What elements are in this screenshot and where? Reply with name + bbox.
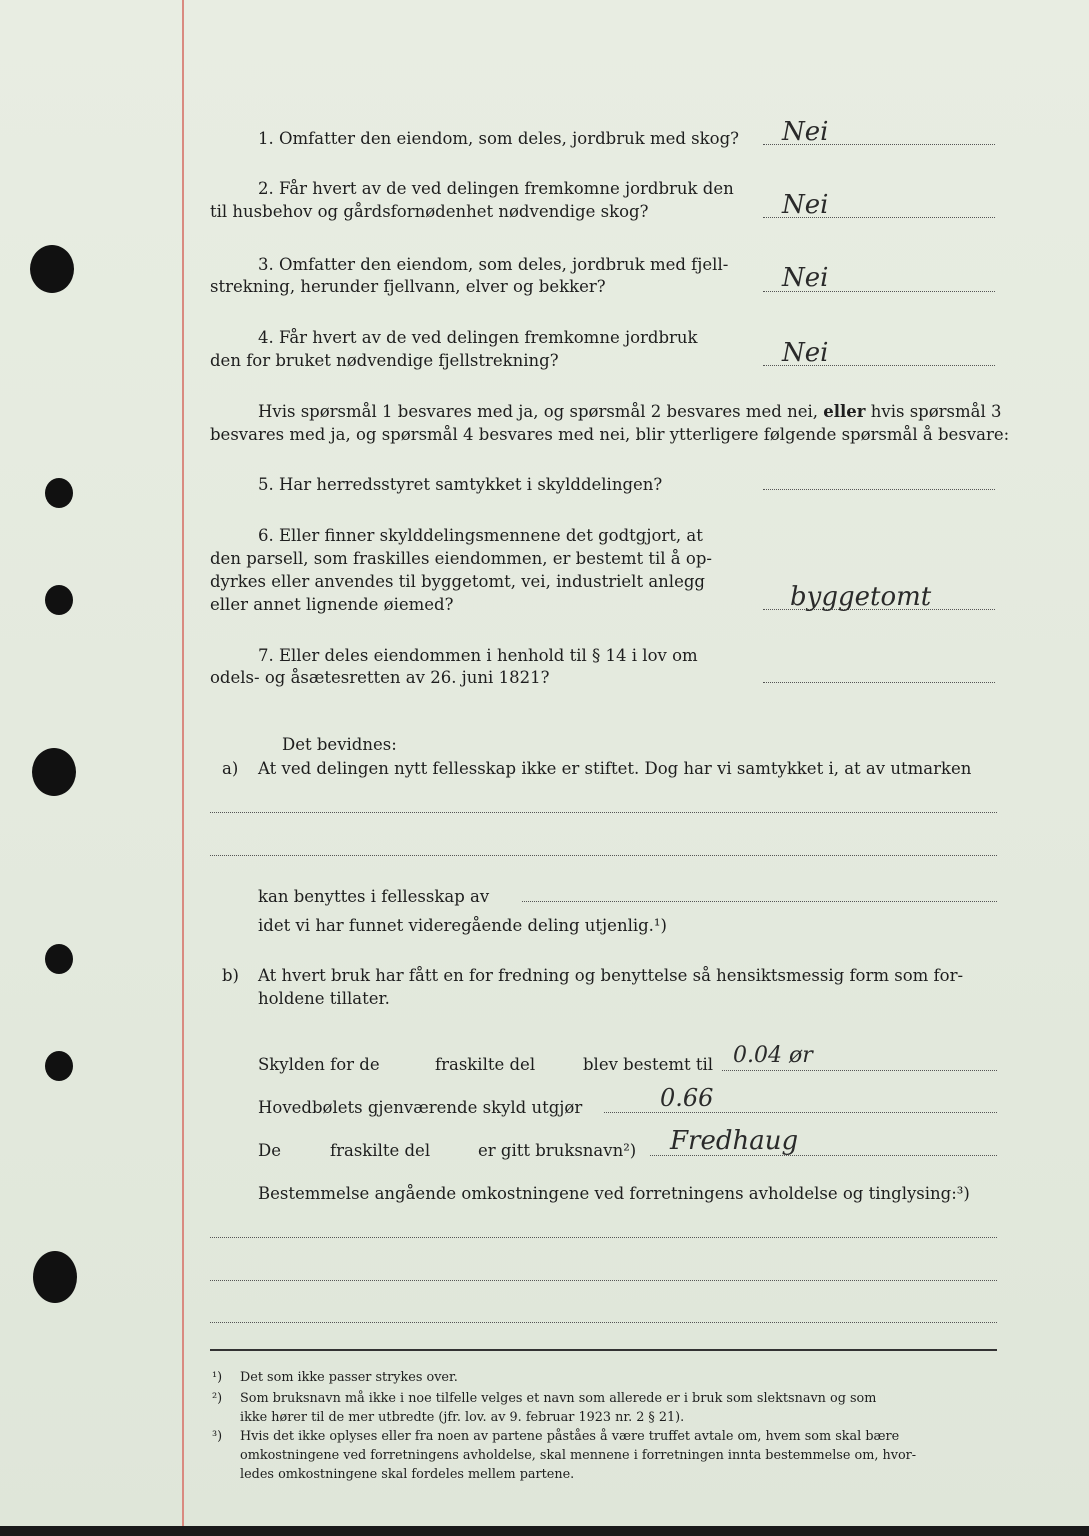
footnote-1-mark: ¹)	[212, 1370, 223, 1385]
skyld-line-1a: Skylden for de	[258, 1055, 380, 1074]
condition-text-a: Hvis spørsmål 1 besvares med ja, og spørsmål 2 besvares med nei,	[258, 402, 819, 421]
certify-a-text: At ved delingen nytt fellesskap ikke er stiftet. Dog har vi samtykket i, at av utmarken	[258, 759, 972, 778]
condition-line-2: besvares med ja, og spørsmål 4 besvares med nei, blir ytterligere følgende spørsmål å besvare:	[210, 425, 1010, 444]
blank-line	[210, 1322, 997, 1323]
blank-line	[210, 812, 997, 813]
footnote-3-line-3: ledes omkostningene skal fordeles mellem partene.	[240, 1467, 575, 1482]
blank-line	[210, 855, 997, 856]
footnote-2-line-1: Som bruksnavn må ikke i noe tilfelle velges et navn som allerede er i bruk som slektsnavn og som	[240, 1391, 877, 1406]
skyld-line-1c: blev bestemt til	[583, 1055, 714, 1074]
footnote-3-line-2: omkostningene ved forretningens avholdelse, skal mennene i forretningen innta bestemmelse om, hvor-	[240, 1448, 917, 1463]
skyld-value-line-1	[722, 1070, 997, 1071]
punch-hole	[45, 585, 73, 615]
costs-line: Bestemmelse angående omkostningene ved forretningens avholdelse og tinglysing:³)	[258, 1184, 970, 1203]
question-6-line-1: 6. Eller finner skylddelingsmennene det godtgjort, at	[258, 526, 703, 545]
common-use-text: kan benyttes i fellesskap av	[258, 887, 490, 906]
further-division-text: idet vi har funnet videregående deling utjenlig.¹)	[258, 916, 667, 935]
answer-1: Nei	[782, 117, 829, 147]
punch-hole	[33, 1251, 77, 1303]
question-7-line-1: 7. Eller deles eiendommen i henhold til § 14 i lov om	[258, 646, 698, 665]
certify-heading: Det bevidnes:	[282, 735, 397, 754]
certify-b-line-2: holdene tillater.	[258, 989, 390, 1008]
footnote-3-mark: ³)	[212, 1429, 223, 1444]
skyld-line-3a: De	[258, 1141, 281, 1160]
footnote-1: Det som ikke passer strykes over.	[240, 1370, 458, 1385]
answer-6: byggetomt	[790, 582, 932, 612]
question-6-line-2: den parsell, som fraskilles eiendommen, er bestemt til å op-	[210, 549, 712, 568]
certify-b-line-1: At hvert bruk har fått en for fredning og benyttelse så hensiktsmessig form som for-	[258, 966, 964, 985]
footnote-2-mark: ²)	[212, 1391, 223, 1406]
question-4-line-1: 4. Får hvert av de ved delingen fremkomne jordbruk	[258, 328, 698, 347]
certify-b-label: b)	[222, 966, 239, 985]
condition-line-1	[258, 400, 1002, 423]
footnote-3-line-1: Hvis det ikke oplyses eller fra noen av partene påståes å være truffet avtale om, hvem som skal bære	[240, 1429, 900, 1444]
question-2-line-2: til husbehov og gårdsfornødenhet nødvendige skog?	[210, 202, 649, 221]
answer-line-5	[763, 489, 995, 490]
question-3-line-2: strekning, herunder fjellvann, elver og bekker?	[210, 277, 606, 296]
question-3-line-1: 3. Omfatter den eiendom, som deles, jordbruk med fjell-	[258, 255, 729, 274]
scan-bottom-edge	[0, 1526, 1089, 1536]
footnote-2-line-2: ikke hører til de mer utbredte (jfr. lov. av 9. februar 1923 nr. 2 § 21).	[240, 1410, 685, 1425]
punch-hole	[30, 245, 74, 293]
skyld-line-3c: er gitt bruksnavn²)	[478, 1141, 637, 1160]
punch-hole	[45, 478, 73, 508]
skyld-value-line-2	[604, 1112, 997, 1113]
condition-text-b: hvis spørsmål 3	[870, 402, 1002, 421]
common-use-line	[522, 901, 997, 902]
blank-line	[210, 1280, 997, 1281]
answer-4: Nei	[782, 338, 829, 368]
skyld-line-1b: fraskilte del	[435, 1055, 536, 1074]
answer-3: Nei	[782, 263, 829, 293]
question-6-line-3: dyrkes eller anvendes til byggetomt, vei, industrielt anlegg	[210, 572, 705, 591]
blank-line	[210, 1237, 997, 1238]
skyld-value-1: 0.04 ør	[733, 1043, 813, 1068]
question-4-line-2: den for bruket nødvendige fjellstrekning?	[210, 351, 559, 370]
question-7-line-2: odels- og åsætesretten av 26. juni 1821?	[210, 668, 550, 687]
question-1: 1. Omfatter den eiendom, som deles, jordbruk med skog?	[258, 129, 739, 148]
certify-a-label: a)	[222, 759, 239, 778]
question-6-line-4: eller annet lignende øiemed?	[210, 595, 454, 614]
skyld-line-3b: fraskilte del	[330, 1141, 431, 1160]
answer-line-7	[763, 682, 995, 683]
skyld-line-2: Hovedbølets gjenværende skyld utgjør	[258, 1098, 583, 1117]
punch-hole	[45, 944, 73, 974]
skyld-value-2: 0.66	[660, 1084, 714, 1112]
punch-hole	[45, 1051, 73, 1081]
answer-2: Nei	[782, 190, 829, 220]
punch-hole	[32, 748, 76, 796]
red-margin-line	[182, 0, 184, 1536]
question-5: 5. Har herredsstyret samtykket i skylddelingen?	[258, 475, 663, 494]
skyld-value-3: Fredhaug	[670, 1126, 799, 1156]
condition-bold-eller: eller	[823, 402, 866, 421]
footnote-separator	[210, 1349, 997, 1351]
question-2-line-1: 2. Får hvert av de ved delingen fremkomne jordbruk den	[258, 179, 734, 198]
